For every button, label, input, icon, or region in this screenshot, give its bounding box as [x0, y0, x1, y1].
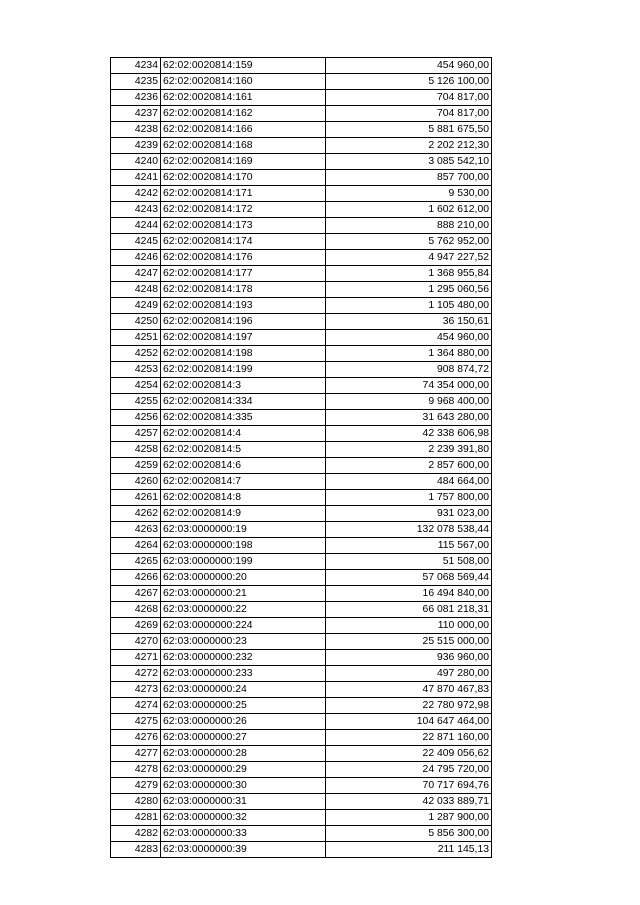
table-row: [111, 378, 492, 394]
table-row: [111, 346, 492, 362]
cadastral-value-cell: 22 871 160,00: [326, 730, 492, 746]
row-number-cell: 4274: [111, 698, 161, 714]
table-row: [111, 90, 492, 106]
cadastral-number-cell: 62:02:0020814:196: [161, 314, 326, 330]
row-number-cell: 4260: [111, 474, 161, 490]
cadastral-number-cell: 62:02:0020814:6: [161, 458, 326, 474]
cadastral-value-cell: 1 364 880,00: [326, 346, 492, 362]
row-number-cell: 4246: [111, 250, 161, 266]
cadastral-value-cell: 24 795 720,00: [326, 762, 492, 778]
row-number-cell: 4273: [111, 682, 161, 698]
cadastral-value-cell: 5 856 300,00: [326, 826, 492, 842]
row-number-cell: 4252: [111, 346, 161, 362]
table-row: [111, 170, 492, 186]
cadastral-value-cell: 936 960,00: [326, 650, 492, 666]
row-number-cell: 4259: [111, 458, 161, 474]
cadastral-value-cell: 888 210,00: [326, 218, 492, 234]
cadastral-value-cell: 132 078 538,44: [326, 522, 492, 538]
table-row: [111, 394, 492, 410]
row-number-cell: 4247: [111, 266, 161, 282]
cadastral-number-cell: 62:02:0020814:197: [161, 330, 326, 346]
cadastral-value-cell: 5 126 100,00: [326, 74, 492, 90]
cadastral-value-cell: 3 085 542,10: [326, 154, 492, 170]
row-number-cell: 4269: [111, 618, 161, 634]
table-row: [111, 330, 492, 346]
row-number-cell: 4241: [111, 170, 161, 186]
row-number-cell: 4235: [111, 74, 161, 90]
table-row: [111, 234, 492, 250]
row-number-cell: 4261: [111, 490, 161, 506]
row-number-cell: 4266: [111, 570, 161, 586]
table-row: [111, 746, 492, 762]
cadastral-value-cell: 1 295 060,56: [326, 282, 492, 298]
cadastral-value-cell: 1 602 612,00: [326, 202, 492, 218]
cadastral-number-cell: 62:02:0020814:169: [161, 154, 326, 170]
cadastral-value-cell: 36 150,61: [326, 314, 492, 330]
cadastral-number-cell: 62:02:0020814:4: [161, 426, 326, 442]
row-number-cell: 4268: [111, 602, 161, 618]
table-row: [111, 442, 492, 458]
cadastral-number-cell: 62:02:0020814:161: [161, 90, 326, 106]
row-number-cell: 4281: [111, 810, 161, 826]
cadastral-value-cell: 104 647 464,00: [326, 714, 492, 730]
row-number-cell: 4267: [111, 586, 161, 602]
row-number-cell: 4256: [111, 410, 161, 426]
table-row: [111, 426, 492, 442]
cadastral-value-cell: 484 664,00: [326, 474, 492, 490]
table-row: [111, 202, 492, 218]
row-number-cell: 4271: [111, 650, 161, 666]
table-row: [111, 522, 492, 538]
cadastral-number-cell: 62:03:0000000:31: [161, 794, 326, 810]
cadastral-number-cell: 62:02:0020814:160: [161, 74, 326, 90]
cadastral-number-cell: 62:03:0000000:232: [161, 650, 326, 666]
row-number-cell: 4278: [111, 762, 161, 778]
cadastral-value-cell: 25 515 000,00: [326, 634, 492, 650]
cadastral-value-cell: 22 780 972,98: [326, 698, 492, 714]
cadastral-value-cell: 704 817,00: [326, 90, 492, 106]
cadastral-number-cell: 62:03:0000000:198: [161, 538, 326, 554]
table-row: [111, 554, 492, 570]
cadastral-number-cell: 62:03:0000000:22: [161, 602, 326, 618]
cadastral-value-cell: 2 239 391,80: [326, 442, 492, 458]
table-row: [111, 506, 492, 522]
cadastral-number-cell: 62:02:0020814:3: [161, 378, 326, 394]
table-row: [111, 650, 492, 666]
cadastral-value-cell: 31 643 280,00: [326, 410, 492, 426]
cadastral-value-cell: 16 494 840,00: [326, 586, 492, 602]
row-number-cell: 4245: [111, 234, 161, 250]
cadastral-number-cell: 62:03:0000000:224: [161, 618, 326, 634]
row-number-cell: 4248: [111, 282, 161, 298]
cadastral-value-cell: 1 105 480,00: [326, 298, 492, 314]
cadastral-number-cell: 62:03:0000000:19: [161, 522, 326, 538]
table-row: [111, 682, 492, 698]
table-row: [111, 154, 492, 170]
cadastral-value-cell: 70 717 694,76: [326, 778, 492, 794]
cadastral-number-cell: 62:02:0020814:174: [161, 234, 326, 250]
cadastral-number-cell: 62:03:0000000:21: [161, 586, 326, 602]
cadastral-value-table: [110, 57, 492, 858]
table-row: [111, 106, 492, 122]
table-row: [111, 762, 492, 778]
cadastral-number-cell: 62:03:0000000:29: [161, 762, 326, 778]
cadastral-value-cell: 2 857 600,00: [326, 458, 492, 474]
cadastral-number-cell: 62:03:0000000:28: [161, 746, 326, 762]
cadastral-value-cell: 931 023,00: [326, 506, 492, 522]
table-row: [111, 122, 492, 138]
row-number-cell: 4272: [111, 666, 161, 682]
cadastral-number-cell: 62:03:0000000:26: [161, 714, 326, 730]
table-row: [111, 362, 492, 378]
table-row: [111, 218, 492, 234]
cadastral-number-cell: 62:02:0020814:9: [161, 506, 326, 522]
table-row: [111, 410, 492, 426]
table-row: [111, 810, 492, 826]
cadastral-number-cell: 62:02:0020814:7: [161, 474, 326, 490]
table-row: [111, 618, 492, 634]
row-number-cell: 4270: [111, 634, 161, 650]
row-number-cell: 4276: [111, 730, 161, 746]
cadastral-number-cell: 62:03:0000000:33: [161, 826, 326, 842]
cadastral-value-cell: 211 145,13: [326, 842, 492, 858]
cadastral-value-cell: 5 881 675,50: [326, 122, 492, 138]
table-row: [111, 698, 492, 714]
row-number-cell: 4242: [111, 186, 161, 202]
row-number-cell: 4279: [111, 778, 161, 794]
cadastral-number-cell: 62:02:0020814:176: [161, 250, 326, 266]
cadastral-number-cell: 62:03:0000000:24: [161, 682, 326, 698]
cadastral-value-cell: 22 409 056,62: [326, 746, 492, 762]
cadastral-value-cell: 1 287 900,00: [326, 810, 492, 826]
row-number-cell: 4258: [111, 442, 161, 458]
cadastral-value-cell: 42 033 889,71: [326, 794, 492, 810]
cadastral-number-cell: 62:02:0020814:335: [161, 410, 326, 426]
cadastral-number-cell: 62:02:0020814:177: [161, 266, 326, 282]
cadastral-number-cell: 62:02:0020814:168: [161, 138, 326, 154]
row-number-cell: 4265: [111, 554, 161, 570]
cadastral-value-cell: 115 567,00: [326, 538, 492, 554]
cadastral-number-cell: 62:02:0020814:178: [161, 282, 326, 298]
cadastral-value-cell: 908 874,72: [326, 362, 492, 378]
cadastral-value-cell: 857 700,00: [326, 170, 492, 186]
row-number-cell: 4250: [111, 314, 161, 330]
cadastral-value-cell: 1 368 955,84: [326, 266, 492, 282]
table-row: [111, 266, 492, 282]
table-row: [111, 186, 492, 202]
cadastral-number-cell: 62:03:0000000:233: [161, 666, 326, 682]
cadastral-number-cell: 62:02:0020814:5: [161, 442, 326, 458]
table-row: [111, 474, 492, 490]
cadastral-number-cell: 62:02:0020814:198: [161, 346, 326, 362]
cadastral-number-cell: 62:02:0020814:171: [161, 186, 326, 202]
cadastral-number-cell: 62:02:0020814:170: [161, 170, 326, 186]
table-row: [111, 714, 492, 730]
cadastral-number-cell: 62:03:0000000:39: [161, 842, 326, 858]
row-number-cell: 4263: [111, 522, 161, 538]
cadastral-number-cell: 62:02:0020814:8: [161, 490, 326, 506]
cadastral-value-cell: 9 530,00: [326, 186, 492, 202]
cadastral-value-cell: 4 947 227,52: [326, 250, 492, 266]
cadastral-number-cell: 62:02:0020814:173: [161, 218, 326, 234]
row-number-cell: 4264: [111, 538, 161, 554]
cadastral-number-cell: 62:03:0000000:25: [161, 698, 326, 714]
table-row: [111, 458, 492, 474]
cadastral-value-cell: 497 280,00: [326, 666, 492, 682]
cadastral-value-cell: 5 762 952,00: [326, 234, 492, 250]
table-row: [111, 602, 492, 618]
cadastral-value-cell: 1 757 800,00: [326, 490, 492, 506]
cadastral-value-cell: 9 968 400,00: [326, 394, 492, 410]
table-row: [111, 282, 492, 298]
cadastral-value-cell: 66 081 218,31: [326, 602, 492, 618]
row-number-cell: 4280: [111, 794, 161, 810]
table-row: [111, 586, 492, 602]
cadastral-value-cell: 454 960,00: [326, 330, 492, 346]
cadastral-value-cell: 704 817,00: [326, 106, 492, 122]
cadastral-number-cell: 62:02:0020814:162: [161, 106, 326, 122]
row-number-cell: 4244: [111, 218, 161, 234]
table-row: [111, 666, 492, 682]
cadastral-number-cell: 62:03:0000000:30: [161, 778, 326, 794]
table-row: [111, 634, 492, 650]
cadastral-number-cell: 62:02:0020814:159: [161, 58, 326, 74]
row-number-cell: 4249: [111, 298, 161, 314]
row-number-cell: 4234: [111, 58, 161, 74]
table-row: [111, 490, 492, 506]
table-row: [111, 314, 492, 330]
row-number-cell: 4238: [111, 122, 161, 138]
cadastral-number-cell: 62:02:0020814:334: [161, 394, 326, 410]
table-row: [111, 794, 492, 810]
cadastral-value-cell: 57 068 569,44: [326, 570, 492, 586]
row-number-cell: 4275: [111, 714, 161, 730]
table-body: [111, 58, 492, 858]
table-row: [111, 74, 492, 90]
table-row: [111, 58, 492, 74]
row-number-cell: 4236: [111, 90, 161, 106]
table-row: [111, 538, 492, 554]
cadastral-value-cell: 51 508,00: [326, 554, 492, 570]
row-number-cell: 4255: [111, 394, 161, 410]
row-number-cell: 4283: [111, 842, 161, 858]
cadastral-value-cell: 42 338 606,98: [326, 426, 492, 442]
cadastral-number-cell: 62:03:0000000:32: [161, 810, 326, 826]
table-row: [111, 250, 492, 266]
row-number-cell: 4282: [111, 826, 161, 842]
table-row: [111, 298, 492, 314]
row-number-cell: 4240: [111, 154, 161, 170]
cadastral-number-cell: 62:03:0000000:23: [161, 634, 326, 650]
row-number-cell: 4257: [111, 426, 161, 442]
cadastral-number-cell: 62:02:0020814:193: [161, 298, 326, 314]
cadastral-number-cell: 62:03:0000000:27: [161, 730, 326, 746]
cadastral-value-cell: 454 960,00: [326, 58, 492, 74]
row-number-cell: 4254: [111, 378, 161, 394]
row-number-cell: 4253: [111, 362, 161, 378]
cadastral-value-cell: 2 202 212,30: [326, 138, 492, 154]
table-row: [111, 842, 492, 858]
row-number-cell: 4251: [111, 330, 161, 346]
cadastral-number-cell: 62:03:0000000:20: [161, 570, 326, 586]
table-row: [111, 778, 492, 794]
cadastral-value-cell: 74 354 000,00: [326, 378, 492, 394]
row-number-cell: 4262: [111, 506, 161, 522]
row-number-cell: 4237: [111, 106, 161, 122]
table-row: [111, 826, 492, 842]
cadastral-number-cell: 62:02:0020814:199: [161, 362, 326, 378]
cadastral-number-cell: 62:02:0020814:166: [161, 122, 326, 138]
cadastral-number-cell: 62:02:0020814:172: [161, 202, 326, 218]
row-number-cell: 4243: [111, 202, 161, 218]
cadastral-value-cell: 110 000,00: [326, 618, 492, 634]
table-row: [111, 730, 492, 746]
row-number-cell: 4239: [111, 138, 161, 154]
row-number-cell: 4277: [111, 746, 161, 762]
cadastral-value-cell: 47 870 467,83: [326, 682, 492, 698]
cadastral-number-cell: 62:03:0000000:199: [161, 554, 326, 570]
table-row: [111, 570, 492, 586]
table-row: [111, 138, 492, 154]
